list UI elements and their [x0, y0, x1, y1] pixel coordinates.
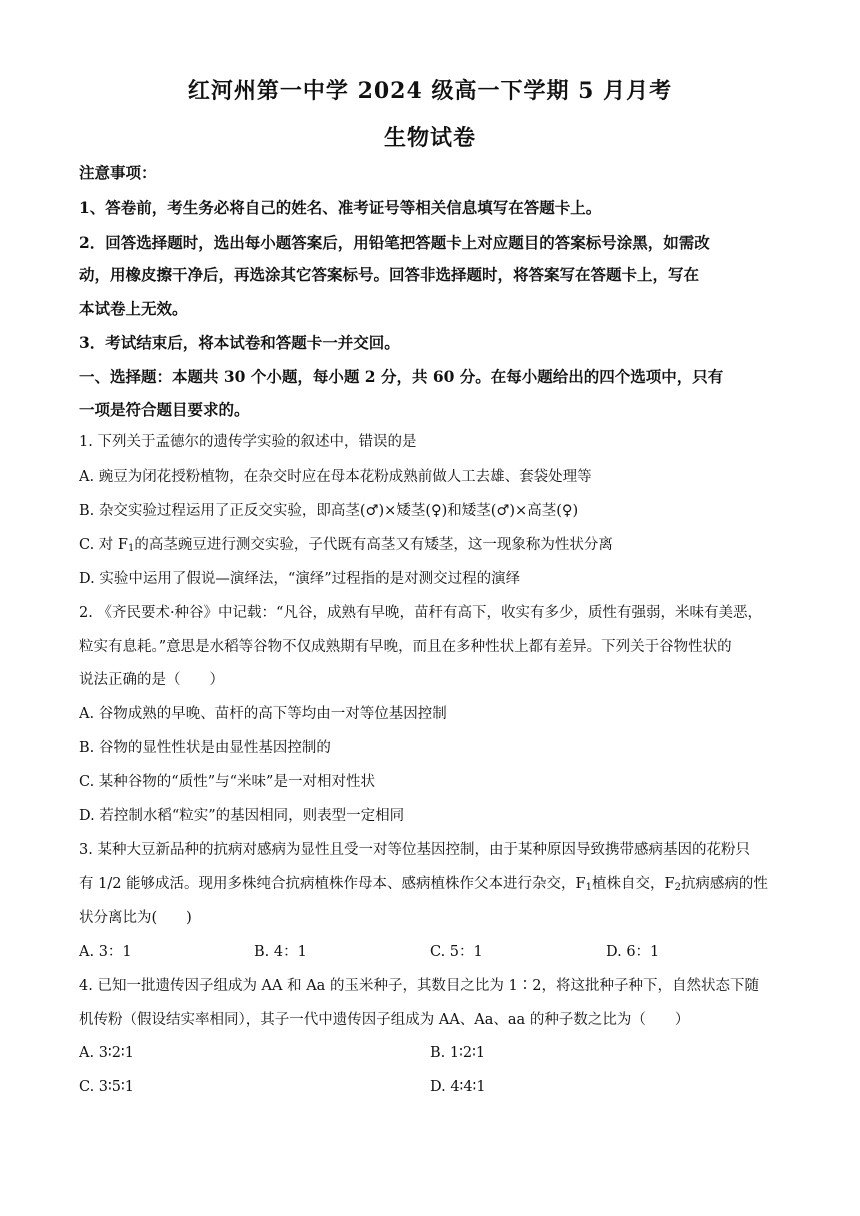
- q4-stem-line-2: 机传粉（假设结实率相同），其子一代中遗传因子组成为 AA、Aa、aa 的种子数之比为（ ）: [79, 1012, 690, 1028]
- notice-item-2-line-2: 动，用橡皮擦干净后，再选涂其它答案标号。回答非选择题时，将答案写在答题卡上，写在: [79, 265, 700, 284]
- section-heading-line-1: 一、选择题：本题共 30 个小题，每小题 2 分，共 60 分。在每小题给出的四个选项中，只有: [79, 367, 724, 386]
- q3-stem-line-2-mid: 植株自交，F: [592, 876, 675, 892]
- q2-option-a: A. 谷物成熟的早晚、苗杆的高下等均由一对等位基因控制: [79, 706, 447, 722]
- q4-stem-line-1: 4. 已知一批遗传因子组成为 AA 和 Aa 的玉米种子，其数目之比为 1∶2，将这批种子种下，自然状态下随: [79, 978, 759, 994]
- q3-stem-line-2-post: 抗病感病的性: [680, 876, 768, 892]
- q1-option-c: [79, 535, 784, 555]
- exam-title: 红河州第一中学 2024 级高一下学期 5 月月考: [187, 78, 673, 104]
- q1-option-a: A. 豌豆为闭花授粉植物，在杂交时应在母本花粉成熟前做人工去雄、套袋处理等: [79, 469, 592, 485]
- notice-item-2-line-1: 2．回答选择题时，选出每小题答案后，用铅笔把答题卡上对应题目的答案标号涂黑，如需改: [79, 233, 710, 252]
- q4-option-b: B. 1∶2∶1: [430, 1045, 486, 1061]
- q4-option-a: A. 3∶2∶1: [79, 1045, 134, 1061]
- q2-stem-line-2: 粒实有息耗。”意思是水稻等谷物不仅成熟期有早晚，而且在多种性状上都有差异。下列关于谷物性状的: [79, 639, 732, 655]
- notice-item-3: 3．考试结束后，将本试卷和答题卡一并交回。: [79, 333, 400, 352]
- q3-stem-line-1: 3. 某种大豆新品种的抗病对感病为显性且受一对等位基因控制，由于某种原因导致携带感病基因的花粉只: [79, 842, 750, 858]
- q1-option-c-pre: C. 对 F: [79, 537, 128, 553]
- q2-option-c: C. 某种谷物的“质性”与“米味”是一对相对性状: [79, 774, 375, 790]
- q1-option-c-sub: 1: [127, 543, 135, 554]
- q2-option-d: D. 若控制水稻“粒实”的基因相同，则表型一定相同: [79, 808, 405, 824]
- q2-stem-line-3: 说法正确的是（ ）: [79, 672, 224, 688]
- q4-option-d: D. 4∶4∶1: [430, 1079, 486, 1095]
- q3-stem-line-2: [79, 874, 784, 894]
- q2-stem-line-1: 2. 《齐民要术·种谷》中记载：“凡谷，成熟有早晚，苗秆有高下，收实有多少，质性有强弱，米味有美恶，: [79, 605, 762, 621]
- q1-stem: 1. 下列关于孟德尔的遗传学实验的叙述中，错误的是: [79, 434, 417, 450]
- q3-stem-line-2-pre: 有 1/2 能够成活。现用多株纯合抗病植株作母本、感病植株作父本进行杂交，F: [79, 876, 586, 892]
- exam-subtitle: 生物试卷: [383, 125, 476, 151]
- notice-item-1: 1、答卷前，考生务必将自己的姓名、准考证号等相关信息填写在答题卡上。: [79, 198, 602, 217]
- q3-option-c: C. 5：1: [430, 944, 483, 960]
- section-heading-line-2: 一项是符合题目要求的。: [79, 400, 250, 419]
- notice-item-2-line-3: 本试卷上无效。: [79, 299, 188, 318]
- q4-option-c: C. 3∶5∶1: [79, 1079, 135, 1095]
- q1-option-c-post: 的高茎豌豆进行测交实验，子代既有高茎又有矮茎，这一现象称为性状分离: [134, 537, 613, 553]
- q3-option-a: A. 3：1: [79, 944, 132, 960]
- notice-heading: 注意事项：: [79, 163, 157, 182]
- q1-option-d: D. 实验中运用了假说—演绎法，“演绎”过程指的是对测交过程的演绎: [79, 571, 521, 587]
- q3-option-b: B. 4：1: [254, 944, 307, 960]
- q3-stem-line-3: 状分离比为( ): [79, 910, 192, 926]
- q2-option-b: B. 谷物的显性性状是由显性基因控制的: [79, 740, 331, 756]
- q3-option-d: D. 6：1: [606, 944, 660, 960]
- q3-f1-sub: 1: [585, 882, 592, 893]
- q3-f2-sub: 2: [674, 882, 681, 893]
- q1-option-b: B. 杂交实验过程运用了正反交实验，即高茎(♂)×矮茎(♀)和矮茎(♂)×高茎(♀): [79, 503, 579, 519]
